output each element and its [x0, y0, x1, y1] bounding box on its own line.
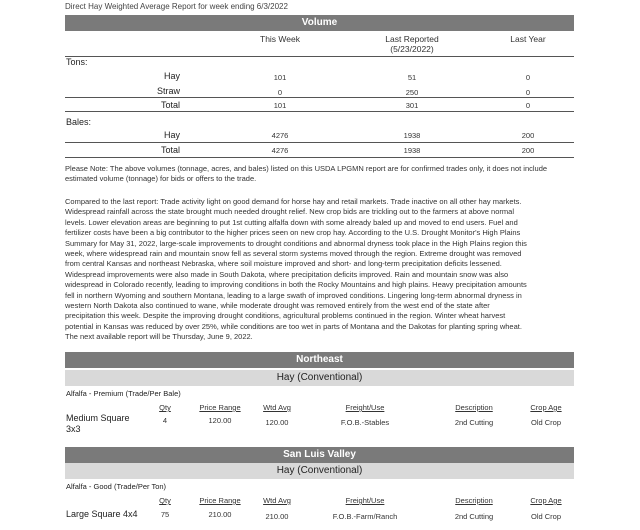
- bales-total-rule: [65, 142, 574, 143]
- col-last-reported: Last Reported: [385, 34, 439, 44]
- commentary-line: levels. Lower elevation areas are beginning to put 1st cutting alfalfa down with some already baled up and moved to end users. Fuel and: [65, 217, 518, 227]
- col-freight: Freight/Use: [345, 403, 385, 412]
- cell-wtd-avg: 210.00: [265, 512, 289, 521]
- tons-total-label: Total: [160, 100, 180, 110]
- tons-row-last-year: 0: [525, 88, 531, 97]
- col-crop-age: Crop Age: [530, 403, 562, 412]
- col-freight: Freight/Use: [345, 496, 385, 505]
- cell-description: 2nd Cutting: [454, 418, 494, 427]
- bales-total-this-week: 4276: [271, 146, 289, 155]
- commentary-line: Widespread rainfall across the state brought much needed drought relief. New crop bids are trickling out to the farmers at above normal: [65, 207, 514, 217]
- col-price-range: Price Range: [199, 403, 241, 412]
- col-crop-age: Crop Age: [530, 496, 562, 505]
- subhead-san-luis-valley: Hay (Conventional): [65, 463, 574, 479]
- cell-crop-age: Old Crop: [530, 418, 561, 427]
- commentary-line: potential in Kansas was reduced by over 25%, while conditions are too wet in parts of Montana and the Dakotas for planting spring wheat.: [65, 321, 522, 331]
- col-last-year: Last Year: [510, 34, 546, 44]
- col-price-range: Price Range: [199, 496, 241, 505]
- bales-bottom-rule: [65, 157, 574, 158]
- bales-row-last-year: 200: [521, 131, 535, 140]
- cell-price-range: 210.00: [208, 510, 232, 519]
- tons-total-last-year: 0: [525, 101, 531, 110]
- report-title: Direct Hay Weighted Average Report for week ending 6/3/2022: [65, 2, 288, 11]
- category-label: Alfalfa - Premium (Trade/Per Bale): [66, 389, 181, 398]
- commentary-line: fertilizer costs have been a big contributor to the higher prices seen on new crop hay. According to the U.S. Drought Monitor's High Plains: [65, 228, 521, 238]
- commentary-line: fell in northern Wyoming and southern Montana, leading to a large swath of improved conditions. Lingering long-term abnormal dryness in: [65, 290, 522, 300]
- bales-label: Bales:: [66, 117, 92, 127]
- col-wtd-avg: Wtd Avg: [263, 403, 291, 412]
- commentary-line: Compared to the last report: Trade activity light on good demand for horse hay and retail markets. Trade inactive on all other hay markets.: [65, 197, 522, 206]
- tons-row-last-reported: 250: [405, 88, 419, 97]
- tons-row-last-year: 0: [525, 73, 531, 82]
- cell-wtd-avg: 120.00: [265, 418, 289, 427]
- tons-total-rule: [65, 97, 574, 98]
- col-last-reported-date: (5/23/2022): [390, 44, 434, 54]
- commentary-line: week, where widespread rain and mountain snow fell as several storm systems moved through the region. Extreme drought was removed: [65, 249, 522, 259]
- tons-row-last-reported: 51: [407, 73, 417, 82]
- cell-qty: 75: [160, 510, 170, 519]
- bales-total-label: Total: [160, 145, 180, 155]
- col-wtd-avg: Wtd Avg: [263, 496, 291, 505]
- bales-row-label: Hay: [163, 130, 180, 140]
- product-line: Large Square 4x4: [66, 509, 138, 519]
- tons-total-last-reported: 301: [405, 101, 419, 110]
- region-header-northeast: Northeast: [65, 352, 574, 368]
- bales-total-last-reported: 1938: [403, 146, 421, 155]
- tons-bottom-rule: [65, 111, 574, 112]
- tons-row-this-week: 101: [273, 73, 287, 82]
- category-label: Alfalfa - Good (Trade/Per Ton): [66, 482, 167, 491]
- col-description: Description: [455, 403, 493, 412]
- region-header-san-luis-valley: San Luis Valley: [65, 447, 574, 463]
- col-qty: Qty: [159, 496, 171, 505]
- col-description: Description: [455, 496, 493, 505]
- cell-freight: F.O.B.-Farm/Ranch: [332, 512, 398, 521]
- commentary-line: The next available report will be Thursday, June 9, 2022.: [65, 332, 253, 342]
- tons-row-label: Hay: [163, 71, 180, 81]
- subhead-northeast: Hay (Conventional): [65, 370, 574, 386]
- cell-qty: 4: [162, 416, 168, 425]
- col-qty: Qty: [159, 403, 171, 412]
- commentary-line: western North Dakota also continued to wane, while moderate drought was removed entirely from the west end of the state after: [65, 301, 490, 311]
- bales-row-this-week: 4276: [271, 131, 289, 140]
- bales-total-last-year: 200: [521, 146, 535, 155]
- volume-header-rule: [65, 56, 574, 57]
- volume-note: Please Note: The above volumes (tonnage, acres, and bales) listed on this USDA LPGMN report are for confirmed trades only, it does not include estimated volume (tonnage) for bids or offers to the trade.: [65, 164, 548, 184]
- cell-description: 2nd Cutting: [454, 512, 494, 521]
- cell-price-range: 120.00: [208, 416, 232, 425]
- commentary-line: from central Kansas and northeast Nebraska, where soil moisture improved and short- and long-term precipitation deficits lessened.: [65, 259, 502, 269]
- tons-row-label: Straw: [156, 86, 180, 96]
- product-line: Medium Square: [66, 413, 130, 423]
- commentary-line: Summary for May 31, 2022, large-scale improvements to drought conditions and abnormal dryness took place in the High Plains region this: [65, 238, 527, 248]
- market-commentary: [65, 197, 575, 343]
- tons-total-this-week: 101: [273, 101, 287, 110]
- product-line-2: 3x3: [66, 424, 81, 434]
- cell-freight: F.O.B.-Stables: [340, 418, 390, 427]
- cell-crop-age: Old Crop: [530, 512, 561, 521]
- col-this-week: This Week: [260, 34, 300, 44]
- commentary-line: widespread in Colorado recently, leading to improving conditions in both the Rocky Mountains and high plains. Heavy precipitation amounts: [65, 280, 527, 290]
- commentary-line: precipitation this week. Despite the improving drought conditions, agricultural problems continued in the region. Winter wheat harvest: [65, 311, 506, 321]
- volume-header: Volume: [65, 15, 574, 31]
- tons-label: Tons:: [66, 57, 88, 67]
- commentary-line: Widespread improvements were also made in South Dakota, where precipitation deficits improved. Rain and mountain snow was also: [65, 269, 509, 279]
- tons-row-this-week: 0: [277, 88, 283, 97]
- bales-row-last-reported: 1938: [403, 131, 421, 140]
